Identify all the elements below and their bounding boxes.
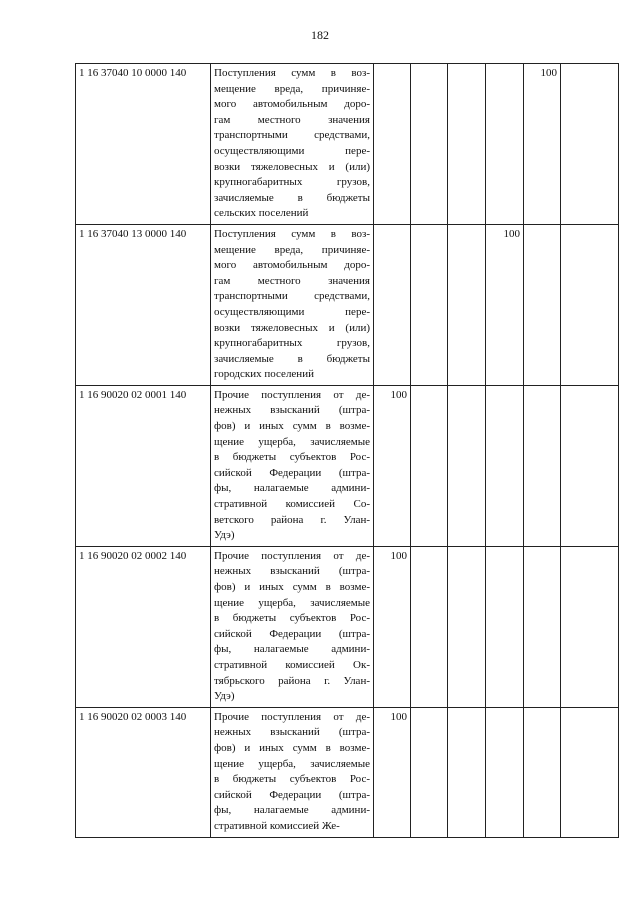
description-line: мого автомобильным доро- — [214, 259, 370, 272]
normative-cell: 100 — [374, 546, 411, 707]
description-line: Прочие поступления от де- — [214, 549, 370, 562]
normative-cell — [374, 64, 411, 225]
description-line: возки тяжеловесных и (или) — [214, 321, 370, 334]
description-line: транспортными средствами, — [214, 129, 370, 142]
description-line: стративной комиссией Ок- — [214, 658, 370, 671]
description-line: сельских поселений — [214, 207, 309, 220]
description-line: фы, налагаемые админи- — [214, 482, 370, 495]
revenue-codes-table — [75, 63, 619, 838]
revenue-description — [211, 546, 374, 707]
description-line: фы, налагаемые админи- — [214, 804, 370, 817]
description-line: щение ущерба, зачисляемые — [214, 596, 370, 609]
description-line: нежных взысканий (штра- — [214, 565, 370, 578]
normative-cell — [524, 385, 561, 546]
description-line: ветского района г. Улан- — [214, 513, 370, 526]
description-line: гам местного значения — [214, 113, 370, 126]
normative-cell — [448, 546, 486, 707]
table-row — [76, 64, 619, 225]
description-line: мещение вреда, причиняе- — [214, 243, 370, 256]
budget-classification-code: 1 16 90020 02 0002 140 — [76, 546, 211, 707]
normative-cell — [411, 707, 448, 837]
description-line: в бюджеты субъектов Рос- — [214, 773, 370, 786]
description-line: фов) и иных сумм в возме- — [214, 581, 370, 593]
normative-cell — [524, 546, 561, 707]
description-line: Прочие поступления от де- — [214, 388, 370, 401]
normative-cell: 100 — [486, 224, 524, 385]
budget-classification-code: 1 16 90020 02 0001 140 — [76, 385, 211, 546]
description-line: мещение вреда, причиняе- — [214, 82, 370, 95]
description-line: крупногабаритных грузов, — [214, 337, 370, 350]
budget-classification-code: 1 16 90020 02 0003 140 — [76, 707, 211, 837]
description-line: осуществляющими пере- — [214, 144, 370, 157]
normative-cell — [561, 224, 619, 385]
revenue-description — [211, 385, 374, 546]
description-line: стративной комиссией Же- — [214, 819, 340, 832]
normative-cell — [486, 64, 524, 225]
description-line: транспортными средствами, — [214, 290, 370, 303]
description-line: Поступления сумм в воз- — [214, 227, 370, 240]
normative-cell — [411, 546, 448, 707]
table-row — [76, 224, 619, 385]
normative-cell — [448, 385, 486, 546]
normative-cell: 100 — [524, 64, 561, 225]
description-line: фы, налагаемые админи- — [214, 643, 370, 656]
description-line: нежных взысканий (штра- — [214, 726, 370, 739]
description-line: тябрьского района г. Улан- — [214, 674, 370, 687]
description-line: в бюджеты субъектов Рос- — [214, 451, 370, 464]
table-row — [76, 546, 619, 707]
normative-cell: 100 — [374, 707, 411, 837]
description-line: Удэ) — [214, 690, 235, 703]
description-line: Удэ) — [214, 529, 235, 542]
description-line: возки тяжеловесных и (или) — [214, 160, 370, 173]
table-row — [76, 707, 619, 837]
description-line: зачисляемые в бюджеты — [214, 352, 370, 365]
normative-cell — [486, 546, 524, 707]
budget-classification-code: 1 16 37040 10 0000 140 — [76, 64, 211, 225]
description-line: крупногабаритных грузов, — [214, 176, 370, 189]
description-line: щение ущерба, зачисляемые — [214, 435, 370, 448]
revenue-description — [211, 224, 374, 385]
normative-cell — [411, 385, 448, 546]
description-line: Поступления сумм в воз- — [214, 67, 370, 79]
normative-cell — [374, 224, 411, 385]
normative-cell — [561, 707, 619, 837]
description-line: щение ущерба, зачисляемые — [214, 757, 370, 770]
description-line: сийской Федерации (штра- — [214, 788, 370, 801]
description-line: фов) и иных сумм в возме- — [214, 741, 370, 754]
description-line: стративной комиссией Со- — [214, 498, 370, 511]
normative-cell — [448, 224, 486, 385]
description-line: осуществляющими пере- — [214, 305, 370, 318]
description-line: фов) и иных сумм в возме- — [214, 420, 370, 433]
description-line: зачисляемые в бюджеты — [214, 191, 370, 204]
normative-cell — [561, 385, 619, 546]
normative-cell — [448, 707, 486, 837]
normative-cell — [561, 64, 619, 225]
normative-cell — [411, 64, 448, 225]
normative-cell — [486, 385, 524, 546]
normative-cell — [448, 64, 486, 225]
revenue-description — [211, 64, 374, 225]
description-line: гам местного значения — [214, 274, 370, 287]
description-line: нежных взысканий (штра- — [214, 404, 370, 417]
table-row — [76, 385, 619, 546]
normative-cell — [524, 707, 561, 837]
description-line: в бюджеты субъектов Рос- — [214, 612, 370, 625]
normative-cell — [561, 546, 619, 707]
page-number: 182 — [311, 28, 329, 42]
budget-classification-code: 1 16 37040 13 0000 140 — [76, 224, 211, 385]
normative-cell — [524, 224, 561, 385]
description-line: сийской Федерации (штра- — [214, 466, 370, 479]
description-line: мого автомобильным доро- — [214, 98, 370, 111]
description-line: городских поселений — [214, 368, 314, 381]
revenue-description — [211, 707, 374, 837]
description-line: Прочие поступления от де- — [214, 710, 370, 723]
description-line: сийской Федерации (штра- — [214, 627, 370, 640]
normative-cell: 100 — [374, 385, 411, 546]
normative-cell — [486, 707, 524, 837]
table-body — [76, 64, 619, 838]
normative-cell — [411, 224, 448, 385]
